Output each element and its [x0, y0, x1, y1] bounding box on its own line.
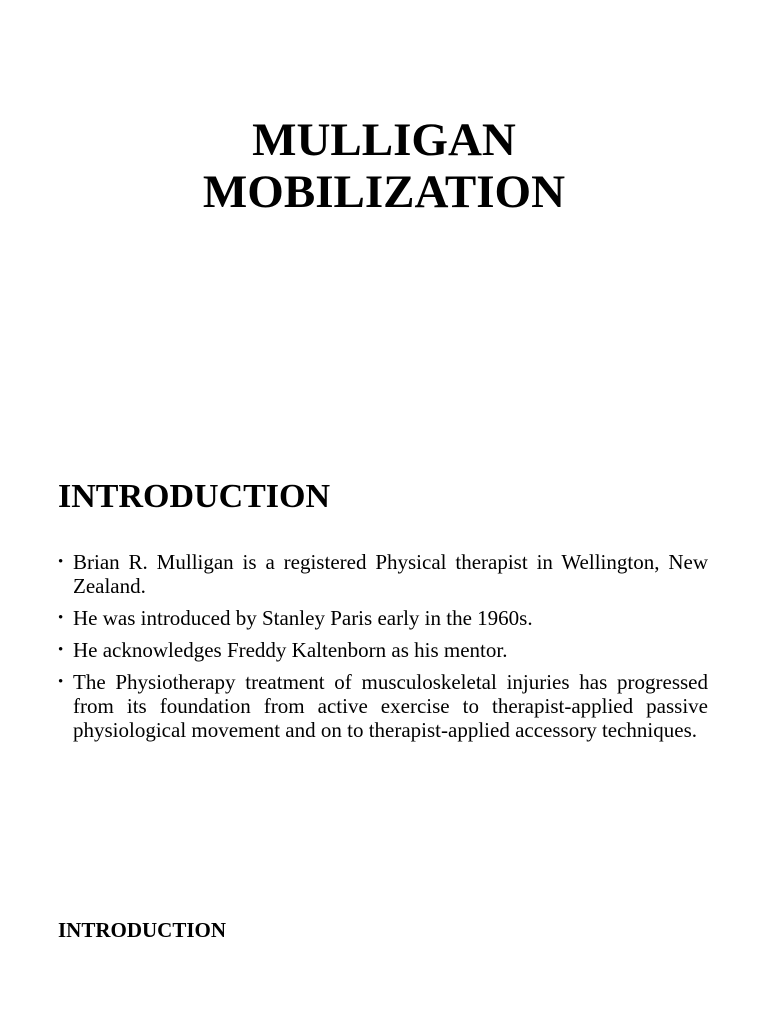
bullet-text: He acknowledges Freddy Kaltenborn as his mentor.: [73, 638, 508, 662]
bullet-text: He was introduced by Stanley Paris early in the 1960s.: [73, 606, 533, 630]
introduction-heading: INTRODUCTION: [58, 478, 331, 515]
bullet-item: [58, 638, 708, 662]
bullet-item: [58, 670, 708, 742]
bullet-text: Brian R. Mulligan is a registered Physical therapist in Wellington, New Zealand.: [73, 550, 708, 598]
next-section-heading: INTRODUCTION: [58, 918, 227, 942]
bullet-item: [58, 550, 708, 598]
page-title: [0, 114, 768, 218]
bullet-item: [58, 606, 708, 630]
bullet-text: The Physiotherapy treatment of musculoskeletal injuries has progressed from its foundation from active exercise to therapist-applied passive physiological movement and on to therapist-applied accessory techniques.: [73, 670, 708, 742]
bullet-icon: •: [58, 642, 64, 658]
bullet-icon: •: [58, 554, 64, 570]
title-line-1: MULLIGAN: [252, 114, 516, 166]
bullet-icon: •: [58, 610, 64, 626]
introduction-bullet-list: [58, 550, 708, 750]
title-line-2: MOBILIZATION: [202, 166, 566, 218]
bullet-icon: •: [58, 674, 64, 690]
